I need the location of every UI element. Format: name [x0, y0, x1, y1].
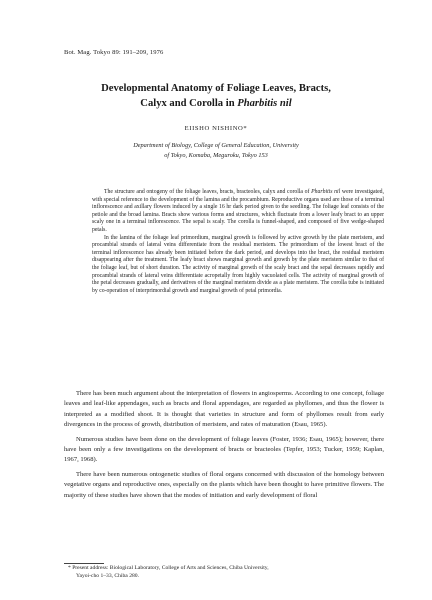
- abstract-paragraph-2: In the lamina of the foliage leaf primordium, marginal growth is followed by active growth by the plate meristem, and procambial strands of lateral veins differentiate from the residual meristem. The primordium of the lowest bract of the terminal inflorescence has already been initiated before the dark period, and develops into the bract, the residual meristem disappearing after the treatment. The leafy bract shows marginal growth and growth by the plate meristem similar to that of the foliage leaf, but of short duration. The activity of marginal growth of the scaly bract and the sepal decreases rapidly and procambial strands of lateral veins differentiate acropetally from highly vacuolated cells. The activity of marginal growth of the petal decreases gradually, and derivatives of the marginal meristem divide as a plate meristem. The corolla tube is initiated by co-operation of interprimordial growth and marginal growth of petal primordia.: [92, 234, 384, 294]
- species-name: Pharbitis nil: [237, 98, 292, 109]
- footnote-divider: [64, 563, 104, 564]
- body-paragraph-1: There has been much argument about the interpretation of flowers in angiosperms. According to one concept, foliage leaves and leaf-like appendages, such as bracts and floral appendages, are regarded as phyllomes, and thus the flower is interpreted as a modified shoot. It is thought that varieties in structure and form of phyllomes result from early divergences in the process of growth, distribution of meristem, and rates of maturation (Esau, 1965).: [64, 390, 384, 429]
- abstract-paragraph-1: The structure and ontogeny of the foliage leaves, bracts, bracteoles, calyx and corolla of Pharbitis nil were investigated, with special reference to the development of the lamina and the procambium. Reproductive organs used are those of a terminal inflorescence and axillary flowers induced by a single 16 hr dark period given to the seedling. The foliage leaf consists of the petiole and the broad lamina. Bracts show various forms and structures, which fluctuate from a lower leafy bract to an upper scaly one in a terminal inflorescence. The sepal is scaly. The corolla is funnel-shaped, and composed of five wedge-shaped petals.: [92, 189, 384, 233]
- body-text: [64, 389, 384, 505]
- abstract: [92, 189, 384, 295]
- footnote-line-2: Yayoi-cho 1–33, Chiba 280.: [76, 572, 139, 579]
- affiliation-line-2: of Tokyo, Komaba, Meguroku, Tokyo 153: [164, 151, 268, 159]
- author-affiliation: [40, 141, 392, 160]
- journal-citation: Bot. Mag. Tokyo 89: 191–209, 1976: [64, 49, 164, 56]
- paper-title-line-1: Developmental Anatomy of Foliage Leaves, Bracts,: [101, 83, 331, 94]
- paper-title-line-2: Calyx and Corolla in Pharbitis nil: [140, 98, 292, 109]
- body-paragraph-2: Numerous studies have been done on the development of foliage leaves (Foster, 1936; Esau, 1965); however, there have been only a few investigations on the development of bracts or bracteoles (Tepfer, 1953; Tucker, 1959; Kaplan, 1967, 1968).: [64, 435, 384, 464]
- body-paragraph-3: There have been numerous ontogenetic studies of floral organs concerned with discussion of the homology between vegetative organs and reproductive ones, especially on the plants which have been thought to have primitive flowers. The majority of these studies have shown that the modes of initiation and early development of floral: [64, 470, 384, 499]
- footnote-line-1: * Present address: Biological Laboratory, College of Arts and Sciences, Chiba University,: [68, 565, 269, 571]
- affiliation-line-1: Department of Biology, College of General Education, University: [133, 142, 299, 149]
- paper-title: [40, 81, 392, 111]
- footnote: [68, 565, 386, 581]
- species-name: Pharbitis nil: [311, 189, 341, 195]
- author-name: EIISHO NISHINO*: [184, 125, 248, 132]
